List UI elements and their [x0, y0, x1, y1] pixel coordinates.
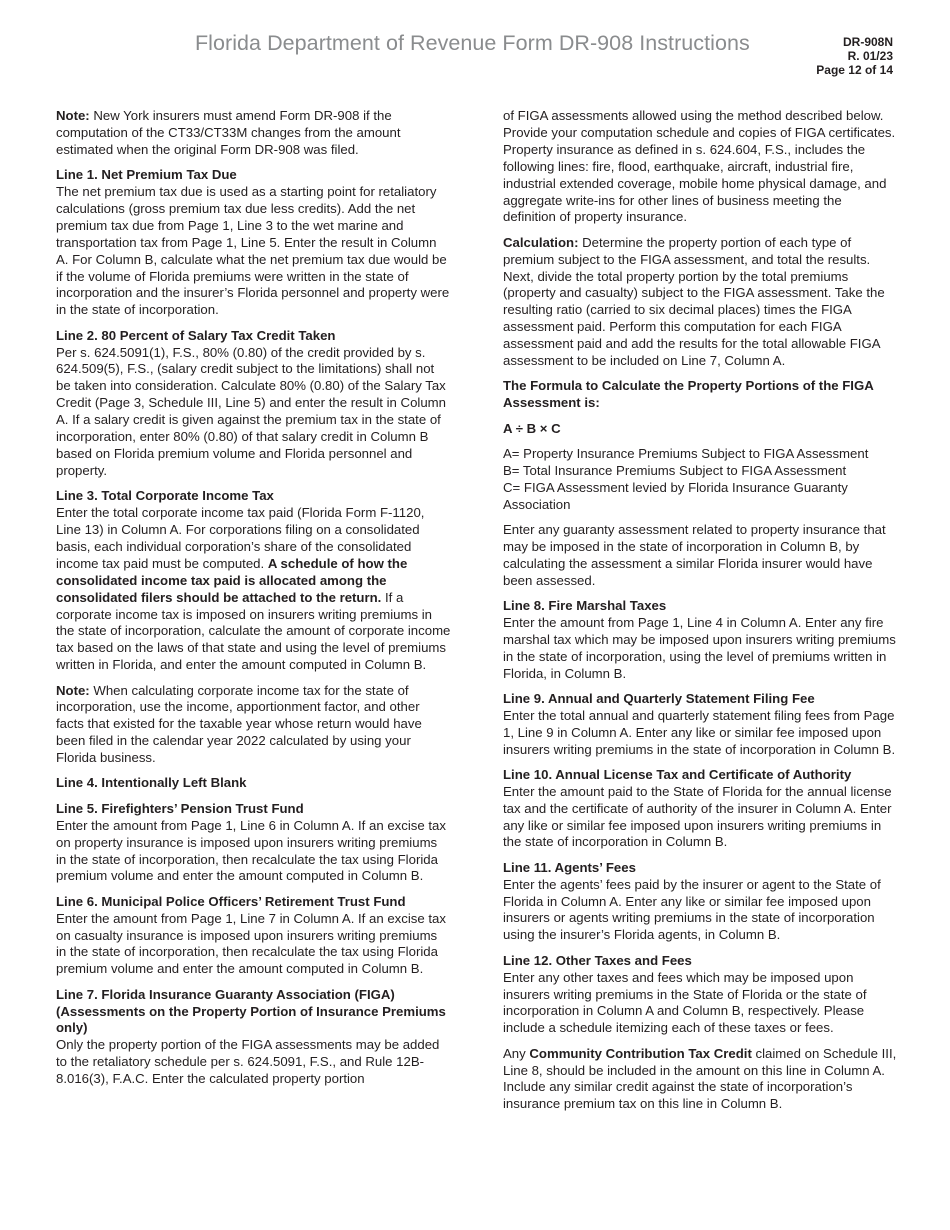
- calculation-text: Determine the property portion of each type of premium subject to the FIGA assessment, and total the results. Next, divide the total property portion by the total premiums (property and casualty) subject to the FIGA assessment. Take the resulting ratio (carried to six decimal places) times the FIGA assessment paid. Perform this computation for each FIGA assessment paid and add the results for the total allowable FIGA assessment to be included on Line 7, Column A.: [503, 234, 885, 369]
- section-line-7: [56, 987, 451, 1088]
- section-text: Enter the total corporate income tax paid (Florida Form F-1120, Line 13) in Column A. For corporations filing on a consolidated basis, each individual corporation’s share of the consolidated income tax paid must be computed.: [56, 505, 425, 571]
- section-text: of FIGA assessments allowed using the method described below. Provide your computation schedule and copies of FIGA certificates. Property insurance as defined in s. 624.604, F.S., includes the following lines: fire, flood, earthquake, aircraft, industrial fire, industrial extended coverage, mobile home physical damage, and aggregate write-ins for other lines of business meeting the definition of property insurance.: [503, 108, 896, 225]
- section-heading: Line 5. Firefighters’ Pension Trust Fund: [56, 800, 304, 816]
- formula-definitions: [503, 446, 898, 514]
- section-text: Enter the amount from Page 1, Line 6 in Column A. If an excise tax on property insurance is imposed upon insurers writing premiums in the state of incorporation, then recalculate the tax using Florida premium volume and enter the amount computed in Column B.: [56, 817, 446, 884]
- section-text: Enter any guaranty assessment related to property insurance that may be imposed in the state of incorporation in Column B, by calculating the assessment a similar Florida insurer would have been assessed.: [503, 521, 886, 588]
- section-line-5: [56, 801, 451, 886]
- section-text: The net premium tax due is used as a starting point for retaliatory calculations (gross premium tax due less credits). Add the net premium tax due from Page 1, Line 3 to the wet marine and transportation tax from Page 1, Line 5. Enter the result in Column A. For Column B, calculate what the net premium tax due would be if the volume of Florida premiums were written in the state of incorporation and the insurer’s Florida personnel and property were in the state of incorporation.: [56, 184, 450, 318]
- form-revision: R. 01/23: [847, 49, 893, 63]
- section-line-11: [503, 860, 898, 945]
- section-text: If a corporate income tax is imposed on insurers writing premiums in the state of incorporation, calculate the amount of corporate income tax based on the laws of that state and using the level of premiums written in Florida, and enter the amount computed in Column B.: [56, 589, 451, 673]
- section-heading: Line 12. Other Taxes and Fees: [503, 952, 692, 968]
- section-text: Enter the amount paid to the State of Florida for the annual license tax and the certificate of authority of the insurer in Column A. Enter any like or similar fee imposed upon insurers writing premiums in the state of incorporation in Column B.: [503, 783, 892, 850]
- section-text: claimed on Schedule III, Line 8, should be included in the amount on this line in Column A. Include any similar credit against the state of incorporation’s insurance premium tax on this line in Column B.: [503, 1045, 897, 1112]
- section-text: Only the property portion of the FIGA assessments may be added to the retaliatory schedule per s. 624.5091, F.S., and Rule 12B-8.016(3), F.A.C. Enter the calculated property portion: [56, 1037, 440, 1087]
- section-heading: Line 6. Municipal Police Officers’ Retirement Trust Fund: [56, 893, 406, 909]
- section-heading: Line 10. Annual License Tax and Certificate of Authority: [503, 766, 852, 782]
- form-info-block: [816, 35, 893, 77]
- left-column: [56, 108, 451, 1088]
- community-contribution-label: Community Contribution Tax Credit: [529, 1045, 752, 1061]
- section-heading: Line 8. Fire Marshal Taxes: [503, 597, 667, 613]
- section-text: Any: [503, 1045, 530, 1061]
- section-heading: Line 7. Florida Insurance Guaranty Association (FIGA) (Assessments on the Property Portion of Insurance Premiums only): [56, 986, 446, 1036]
- section-text: Enter the amount from Page 1, Line 7 in Column A. If an excise tax on casualty insurance is imposed upon insurers writing premiums in the state of incorporation, then recalculate the tax using Florida premium volume and enter the amount computed in Column B.: [56, 910, 446, 977]
- section-line-2: [56, 328, 451, 480]
- section-heading: Line 4. Intentionally Left Blank: [56, 775, 247, 791]
- page-header-title: Florida Department of Revenue Form DR-908 Instructions: [195, 31, 750, 55]
- section-line-1: [56, 167, 451, 319]
- note-corporate-income: [56, 683, 451, 768]
- section-line-12: [503, 953, 898, 1038]
- page-number: Page 12 of 14: [816, 63, 893, 77]
- definition-a: A= Property Insurance Premiums Subject to FIGA Assessment: [503, 445, 869, 461]
- community-contribution-paragraph: [503, 1046, 898, 1114]
- note-text: New York insurers must amend Form DR-908 if the computation of the CT33/CT33M changes from the amount estimated when the original Form DR-908 was filed.: [56, 108, 401, 157]
- section-text: Per s. 624.5091(1), F.S., 80% (0.80) of the credit provided by s. 624.509(5), F.S., (salary credit subject to the limitations) shall not be taken into consideration. Calculate 80% (0.80) of the Salary Tax Credit (Page 3, Schedule III, Line 5) and enter the result in Column A. If a salary credit is given against the premium tax in the state of incorporation, enter 80% (0.80) of that salary credit in Column B based on Florida premium volume and Florida personnel and property.: [56, 344, 446, 478]
- section-text: Enter the total annual and quarterly statement filing fees from Page 1, Line 9 in Column A. Enter any like or similar fee imposed upon insurers writing premiums in the state of incorporation in Column B.: [503, 707, 896, 757]
- section-heading: Line 11. Agents’ Fees: [503, 859, 636, 875]
- formula: A ÷ B × C: [503, 420, 561, 436]
- note-label: Note:: [56, 108, 90, 123]
- section-line-9: [503, 691, 898, 759]
- section-text: Enter the amount from Page 1, Line 4 in Column A. Enter any fire marshal tax which may be imposed upon insurers writing premiums in the state of incorporation, using the level of premiums written in Florida, in Column B.: [503, 614, 896, 681]
- calculation-label: Calculation:: [503, 234, 579, 250]
- section-line-8: [503, 598, 898, 683]
- definition-c: C= FIGA Assessment levied by Florida Insurance Guaranty Association: [503, 479, 848, 512]
- definition-b: B= Total Insurance Premiums Subject to FIGA Assessment: [503, 462, 847, 478]
- note-label: Note:: [56, 682, 90, 698]
- calculation-paragraph: [503, 235, 898, 370]
- section-heading: Line 9. Annual and Quarterly Statement Filing Fee: [503, 690, 815, 706]
- section-line-3: [56, 488, 451, 674]
- section-line-7-continued: [503, 108, 898, 226]
- section-heading: Line 2. 80 Percent of Salary Tax Credit Taken: [56, 327, 336, 343]
- form-number: DR-908N: [842, 35, 893, 49]
- section-line-4: [56, 775, 451, 792]
- section-text: Enter the agents’ fees paid by the insurer or agent to the State of Florida in Column A. Enter any like or similar fee imposed upon insurers or agents writing premiums in the state of incorporation using the insurer’s Florida agents, in Column B.: [503, 876, 881, 943]
- note-new-york: [56, 108, 451, 159]
- right-column: [503, 108, 898, 1113]
- guaranty-paragraph: [503, 522, 898, 590]
- section-heading: Line 3. Total Corporate Income Tax: [56, 488, 274, 504]
- section-text: Enter any other taxes and fees which may be imposed upon insurers writing premiums in the State of Florida or the state of incorporation in Column A and Column B, respectively. Please include a schedule itemizing each of these taxes or fees.: [503, 969, 867, 1036]
- section-bold-text: A schedule of how the consolidated income tax paid is allocated among the consolidated filers should be attached to the return.: [56, 555, 408, 605]
- section-heading: Line 1. Net Premium Tax Due: [56, 167, 237, 183]
- formula-title: The Formula to Calculate the Property Portions of the FIGA Assessment is:: [503, 378, 874, 411]
- section-line-6: [56, 894, 451, 979]
- note-text: When calculating corporate income tax for the state of incorporation, use the income, apportionment factor, and other facts that existed for the taxable year whose return would have been filed in the calendar year 2022 calculated by using your Florida business.: [56, 682, 422, 766]
- section-line-10: [503, 767, 898, 852]
